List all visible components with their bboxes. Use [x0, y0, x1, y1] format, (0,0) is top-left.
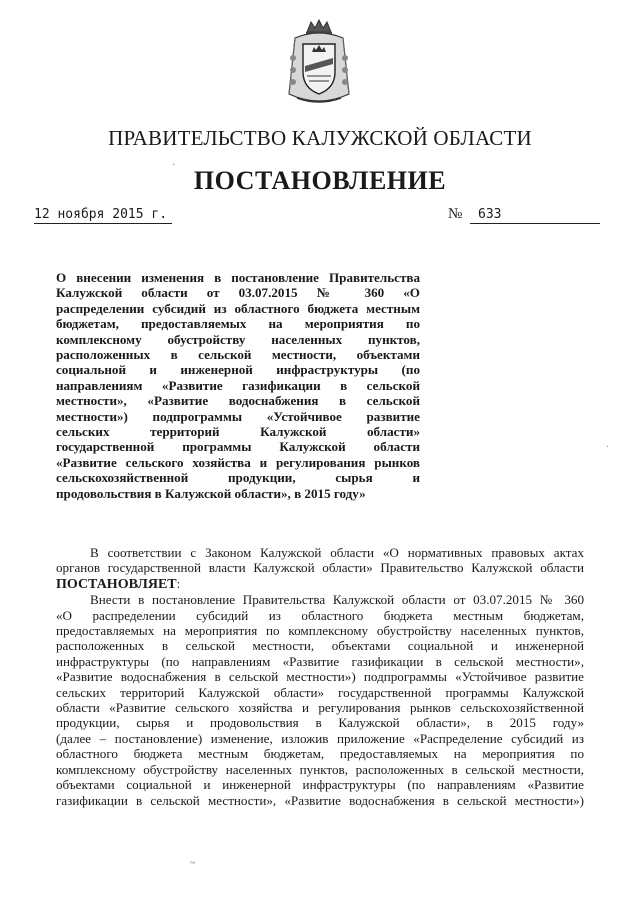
preamble-line: органов государственной власти Калужской области» Правительство Калужской области	[56, 560, 584, 576]
subject-line: бюджетам, предоставляемых на мероприятия по	[56, 316, 420, 332]
subject-line: продовольствия в Калужской области», в 2015 году»	[56, 485, 366, 501]
body-line: областного бюджета местным бюджетам, предоставляемых на мероприятия по	[56, 746, 584, 762]
preamble-line: В соответствии с Законом Калужской области «О нормативных правовых актах	[90, 545, 584, 560]
decree-line	[56, 576, 584, 592]
government-title: ПРАВИТЕЛЬСТВО КАЛУЖСКОЙ ОБЛАСТИ	[108, 126, 532, 150]
scan-speck: ·	[606, 442, 610, 453]
body-line: области «Развитие сельского хозяйства и регулирования рынков сельскохозяйственной	[56, 700, 584, 716]
body-line: объектами социальной и инженерной инфраструктуры (по направлениям «Развитие	[56, 777, 584, 793]
coat-of-arms-icon	[283, 18, 355, 110]
body-line: сельских территорий Калужской области» государственной программы Калужской	[56, 684, 584, 700]
subject-line: расположенных в сельской местности, объектами	[56, 347, 420, 363]
subject-line: распределении субсидий из областного бюджета местным	[56, 300, 420, 316]
body-line: Внести в постановление Правительства Калужской области от 03.07.2015 № 360	[90, 592, 584, 608]
subject-line: «Развитие сельского хозяйства и регулирования рынков	[56, 454, 420, 470]
subject-line: О внесении изменения в постановление Правительства	[56, 270, 420, 285]
scan-speck: ~	[190, 858, 196, 869]
subject-line: направлениям «Развитие газификации в сельской	[56, 377, 420, 393]
body-line: (далее – постановление) изменение, изложив приложение «Распределение субсидий из	[56, 730, 584, 746]
subject-line: государственной программы Калужской области	[56, 439, 420, 455]
body-line: инфраструктуры (по направлениям «Развитие газификации в сельской местности»,	[56, 653, 584, 669]
body-line: «Развитие водоснабжения в сельской местности») подпрограммы «Устойчивое развитие	[56, 669, 584, 685]
scan-speck: ·	[172, 160, 176, 171]
subject-line: местности») подпрограммы «Устойчивое развитие	[56, 408, 420, 424]
subject-line: местности», «Развитие водоснабжения в сельской	[56, 393, 420, 409]
subject-line: социальной и инженерной инфраструктуры (по	[56, 362, 420, 378]
subject-line: сельских территорий Калужской области»	[56, 424, 420, 440]
decree-colon: :	[176, 575, 181, 591]
document-body	[56, 545, 584, 808]
subject-line: Калужской области от 03.07.2015 № 360 «О	[56, 285, 420, 301]
document-date: 12 ноября 2015 г.	[34, 207, 172, 224]
body-line: комплексному обустройству населенных пунктов, расположенных в сельской местности,	[56, 761, 584, 777]
document-type: ПОСТАНОВЛЕНИЕ	[193, 166, 447, 195]
document-subject	[56, 270, 420, 501]
number-sign: №	[448, 206, 463, 222]
subject-line: сельскохозяйственной продукции, сырья и	[56, 470, 420, 486]
body-line: газификации в сельской местности», «Развитие водоснабжения в сельской местности»)	[56, 792, 584, 808]
body-line: «О распределении субсидий из областного бюджета местным бюджетам,	[56, 607, 584, 623]
body-line: расположенных в сельской местности, объектами социальной и инженерной	[56, 638, 584, 654]
body-line: продукции, сырья и продовольствия в Калужской области», в 2015 году»	[56, 715, 584, 731]
subject-line: комплексному обустройству населенных пунктов,	[56, 331, 420, 347]
document-number: 633	[470, 207, 600, 224]
body-line: предоставляемых на мероприятия по комплексному обустройству населенных пунктов,	[56, 623, 584, 639]
decree-word: ПОСТАНОВЛЯЕТ	[56, 576, 177, 592]
